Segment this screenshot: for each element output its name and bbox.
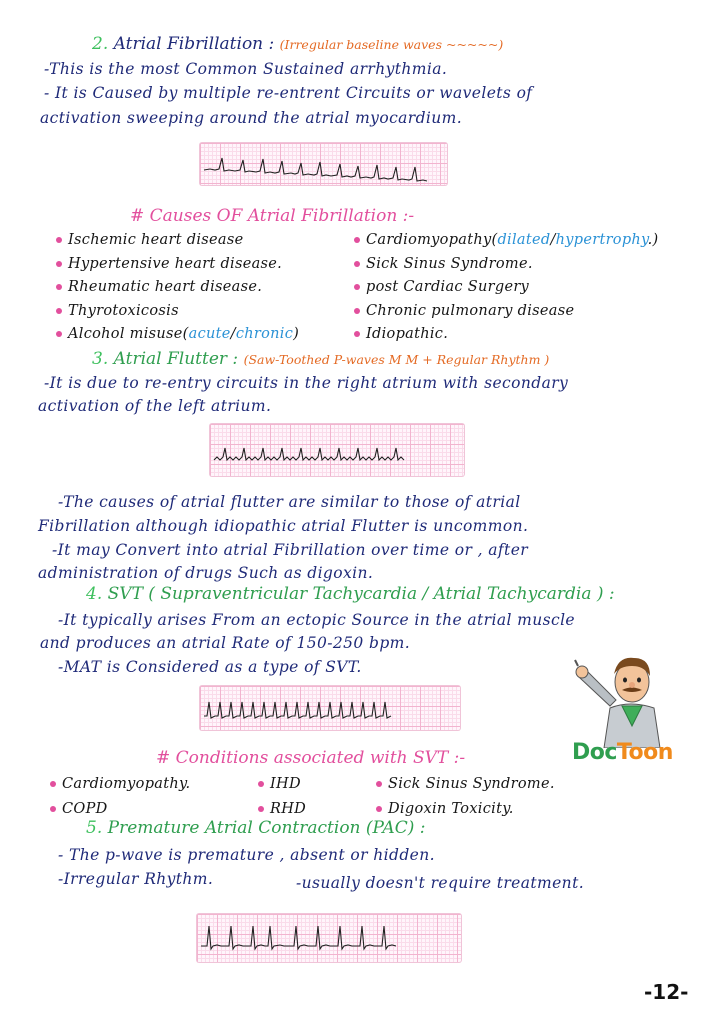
list-item: Cardiomyopathy. — [50, 772, 190, 797]
page-number: -12- — [644, 980, 689, 1004]
bullet-icon — [56, 284, 62, 290]
alcohol-chronic: chronic — [235, 326, 294, 342]
svt-line-1: -It typically arises From an ectopic Source in the atrial muscle — [58, 611, 575, 629]
bullet-icon — [50, 806, 56, 812]
svt-line-2: and produces an atrial Rate of 150-250 bpm. — [40, 634, 411, 652]
conditions-heading: # Conditions associated with SVT :- — [156, 748, 466, 768]
flutter-title: Atrial Flutter : — [113, 349, 239, 369]
bullet-icon — [376, 781, 382, 787]
pac-line-1: - The p-wave is premature , absent or hidden. — [58, 846, 435, 864]
bullet-icon — [354, 261, 360, 267]
list-item: Thyrotoxicosis — [56, 300, 299, 324]
flutter-note: (Saw-Toothed P-waves M M + Regular Rhythm ) — [243, 352, 550, 367]
list-item: Rheumatic heart disease. — [56, 276, 299, 300]
bullet-icon — [56, 261, 62, 267]
bullet-icon — [258, 781, 264, 787]
list-item: Chronic pulmonary disease — [354, 300, 659, 324]
af-line-2: - It is Caused by multiple re-entrent Circuits or wavelets of — [44, 84, 533, 102]
bullet-icon — [56, 237, 62, 243]
bullet-icon — [354, 284, 360, 290]
bullet-icon — [354, 237, 360, 243]
bullet-icon — [50, 781, 56, 787]
ecg-strip-pac — [197, 914, 461, 962]
ecg-trace-flutter — [210, 424, 464, 476]
causes-heading: # Causes OF Atrial Fibrillation :- — [130, 206, 415, 226]
flutter-line-2: activation of the left atrium. — [38, 397, 272, 415]
bullet-icon — [258, 806, 264, 812]
pac-line-2: -Irregular Rhythm. — [58, 870, 214, 888]
list-item: COPD — [50, 797, 190, 822]
af-note: (Irregular baseline waves ~~~~~) — [279, 37, 504, 52]
causes-left-list — [56, 229, 299, 347]
ecg-trace-af — [200, 143, 447, 185]
svt-number: 4. — [86, 584, 103, 604]
flutter-heading — [92, 349, 549, 369]
causes-right-list — [354, 229, 659, 347]
bullet-icon — [56, 331, 62, 337]
flutter-para1-line-1: -The causes of atrial flutter are similar to those of atrial — [58, 493, 521, 511]
list-item: Cardiomyopathy(dilated/hypertrophy.) — [354, 229, 659, 253]
ecg-strip-af — [200, 143, 447, 185]
pac-title: Premature Atrial Contraction (PAC) : — [107, 818, 426, 838]
flutter-para2-line-1: -It may Convert into atrial Fibrillation over time or , after — [52, 541, 529, 559]
list-item: Digoxin Toxicity. — [376, 797, 555, 822]
list-item: Sick Sinus Syndrome. — [354, 253, 659, 277]
bullet-icon — [354, 331, 360, 337]
conditions-col-2 — [258, 772, 306, 822]
logo-doc: Doc — [572, 740, 617, 765]
bullet-icon — [376, 806, 382, 812]
list-item: post Cardiac Surgery — [354, 276, 659, 300]
brand-logo — [572, 740, 673, 765]
pac-heading — [86, 818, 425, 838]
list-item: Alcohol misuse(acute/chronic) — [56, 323, 299, 347]
svt-heading — [86, 584, 615, 604]
ecg-trace-pac — [197, 914, 461, 962]
pac-number: 5. — [86, 818, 103, 838]
list-item: Sick Sinus Syndrome. — [376, 772, 555, 797]
pac-line-3: -usually doesn't require treatment. — [296, 874, 585, 892]
flutter-line-1: -It is due to re-entry circuits in the right atrium with secondary — [44, 374, 569, 392]
conditions-col-1 — [50, 772, 190, 822]
doctor-mascot-icon — [570, 648, 688, 748]
logo-toon: Toon — [616, 740, 673, 765]
cm-dilated: dilated — [497, 232, 551, 248]
list-item: IHD — [258, 772, 306, 797]
ecg-strip-flutter — [210, 424, 464, 476]
svt-line-3: -MAT is Considered as a type of SVT. — [58, 658, 362, 676]
cm-hypertrophy: hypertrophy — [555, 232, 648, 248]
bullet-icon — [56, 308, 62, 314]
af-heading — [92, 34, 503, 54]
list-item: Idiopathic. — [354, 323, 659, 347]
af-line-1: -This is the most Common Sustained arrhythmia. — [44, 60, 448, 78]
alcohol-acute: acute — [188, 326, 231, 342]
af-number: 2. — [92, 34, 109, 54]
svt-title: SVT ( Supraventricular Tachycardia / Atrial Tachycardia ) : — [107, 584, 615, 604]
conditions-col-3 — [376, 772, 555, 822]
bullet-icon — [354, 308, 360, 314]
ecg-strip-svt — [200, 686, 460, 730]
flutter-para1-line-2: Fibrillation although idiopathic atrial Flutter is uncommon. — [38, 517, 529, 535]
af-title: Atrial Fibrillation : — [113, 34, 275, 54]
af-line-3: activation sweeping around the atrial myocardium. — [40, 109, 463, 127]
ecg-trace-svt — [200, 686, 460, 730]
list-item: Hypertensive heart disease. — [56, 253, 299, 277]
list-item: RHD — [258, 797, 306, 822]
list-item: Ischemic heart disease — [56, 229, 299, 253]
flutter-number: 3. — [92, 349, 109, 369]
flutter-para2-line-2: administration of drugs Such as digoxin. — [38, 564, 374, 582]
